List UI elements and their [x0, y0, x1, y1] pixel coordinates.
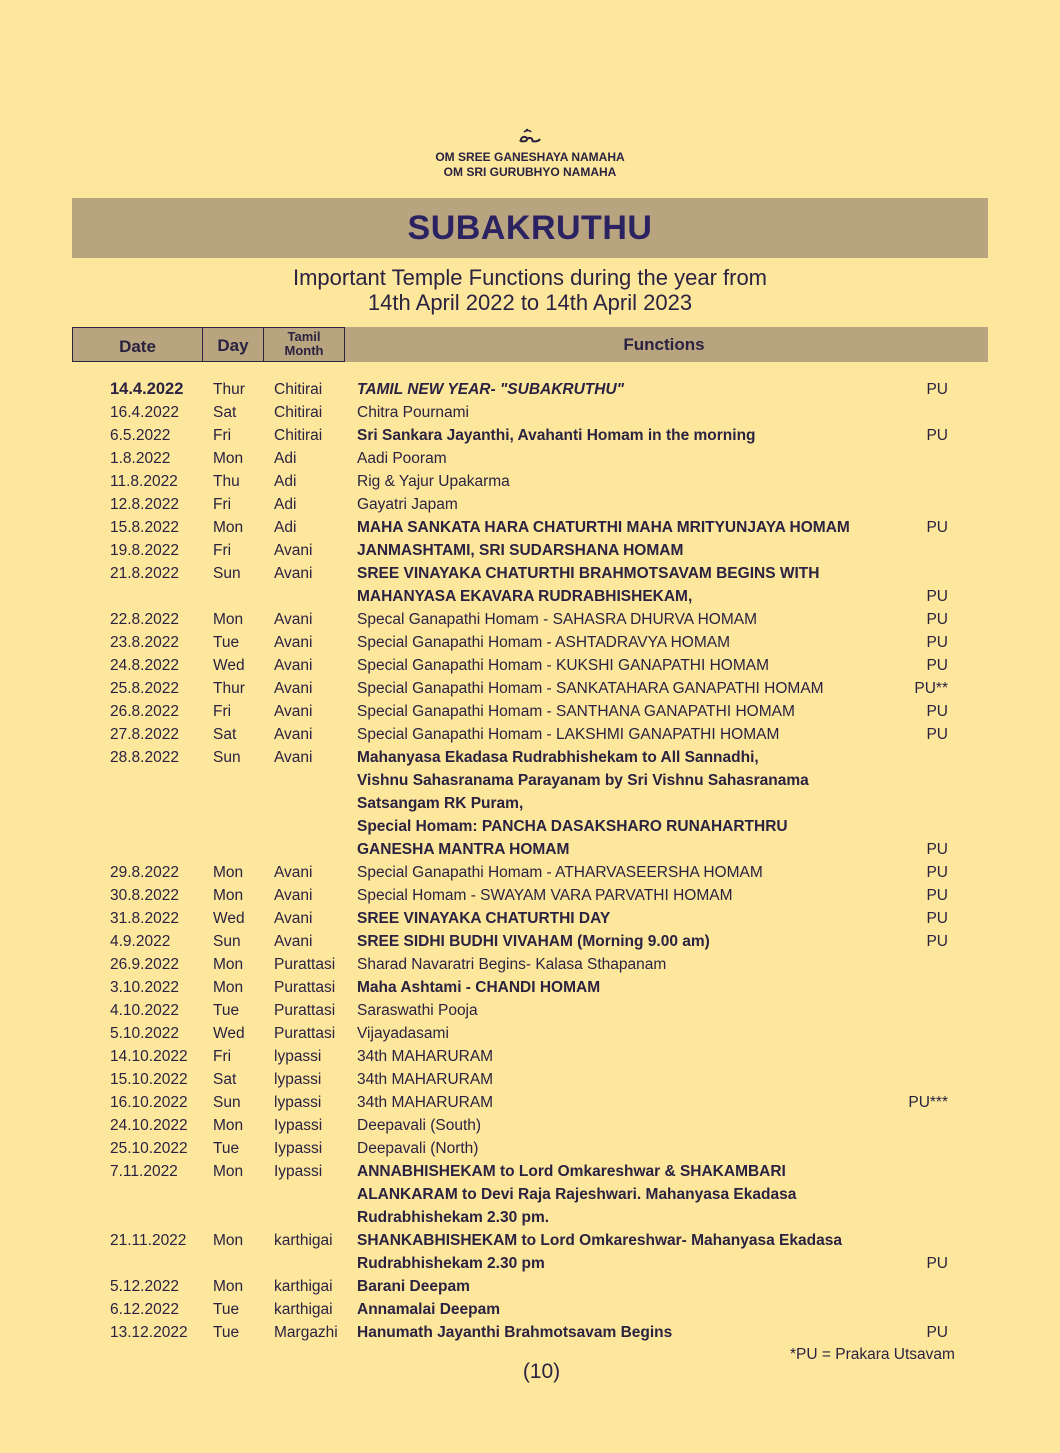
- table-row: [0, 838, 1060, 861]
- table-row: [0, 654, 1060, 677]
- table-row: [0, 631, 1060, 654]
- table-row: [0, 539, 1060, 562]
- row-pu-marker: PU: [926, 1324, 948, 1341]
- row-tamil-month: Purattasi: [274, 979, 336, 996]
- row-date: 31.8.2022: [110, 910, 179, 927]
- row-pu-marker: PU: [926, 657, 948, 674]
- row-day: Tue: [213, 1301, 240, 1318]
- row-day: Tue: [213, 1140, 240, 1157]
- row-tamil-month: Purattasi: [274, 1002, 336, 1019]
- row-pu-marker: PU: [926, 519, 948, 536]
- row-function: Annamalai Deepam: [357, 1301, 500, 1318]
- row-tamil-month: karthigai: [274, 1278, 333, 1295]
- table-row: [0, 1045, 1060, 1068]
- row-tamil-month: Avani: [274, 910, 313, 927]
- row-date: 23.8.2022: [110, 634, 179, 651]
- row-function: JANMASHTAMI, SRI SUDARSHANA HOMAM: [357, 542, 684, 559]
- row-date: 30.8.2022: [110, 887, 179, 904]
- header-tamil-month-line-2: Month: [284, 343, 324, 358]
- row-day: Mon: [213, 611, 244, 628]
- row-tamil-month: Adi: [274, 450, 297, 467]
- row-date: 12.8.2022: [110, 496, 179, 513]
- table-row: [0, 792, 1060, 815]
- page-title: SUBAKRUTHU: [407, 209, 653, 247]
- row-function: TAMIL NEW YEAR- "SUBAKRUTHU": [357, 381, 624, 398]
- row-date: 25.10.2022: [110, 1140, 188, 1157]
- row-tamil-month: Avani: [274, 749, 313, 766]
- row-function: Gayatri Japam: [357, 496, 458, 513]
- row-function: Special Ganapathi Homam - SANKATAHARA GANAPATHI HOMAM: [357, 680, 824, 697]
- table-row: [0, 1091, 1060, 1114]
- row-function: Satsangam RK Puram,: [357, 795, 524, 812]
- row-function: Special Ganapathi Homam - LAKSHMI GANAPATHI HOMAM: [357, 726, 780, 743]
- row-day: Mon: [213, 979, 244, 996]
- row-day: Fri: [213, 703, 232, 720]
- table-row: [0, 608, 1060, 631]
- row-date: 11.8.2022: [110, 473, 178, 490]
- row-tamil-month: Avani: [274, 933, 313, 950]
- row-date: 15.10.2022: [110, 1071, 188, 1088]
- table-row: [0, 999, 1060, 1022]
- table-row: [0, 585, 1060, 608]
- row-date: 16.10.2022: [110, 1094, 188, 1111]
- row-tamil-month: Iypassi: [274, 1117, 323, 1134]
- row-date: 6.5.2022: [110, 427, 171, 444]
- row-function: Aadi Pooram: [357, 450, 447, 467]
- row-function: Maha Ashtami - CHANDI HOMAM: [357, 979, 601, 996]
- row-tamil-month: Avani: [274, 887, 313, 904]
- table-row: [0, 470, 1060, 493]
- table-row: [0, 378, 1060, 401]
- row-day: Wed: [213, 1025, 245, 1042]
- row-pu-marker: PU: [926, 887, 948, 904]
- table-row: [0, 1229, 1060, 1252]
- row-tamil-month: karthigai: [274, 1232, 333, 1249]
- row-date: 21.11.2022: [110, 1232, 187, 1249]
- row-function: GANESHA MANTRA HOMAM: [357, 841, 570, 858]
- row-day: Tue: [213, 1324, 240, 1341]
- row-day: Sat: [213, 404, 237, 421]
- row-date: 19.8.2022: [110, 542, 179, 559]
- row-day: Sun: [213, 933, 241, 950]
- row-function: Sri Sankara Jayanthi, Avahanti Homam in the morning: [357, 427, 756, 444]
- row-tamil-month: Avani: [274, 542, 313, 559]
- table-row: [0, 1321, 1060, 1344]
- table-row: [0, 746, 1060, 769]
- header-day: Day: [202, 327, 264, 362]
- row-date: 22.8.2022: [110, 611, 179, 628]
- table-row: [0, 401, 1060, 424]
- table-row: [0, 447, 1060, 470]
- table-row: [0, 1022, 1060, 1045]
- row-function: 34th MAHARURAM: [357, 1094, 494, 1111]
- row-tamil-month: lypassi: [274, 1094, 322, 1111]
- row-date: 16.4.2022: [110, 404, 179, 421]
- table-row: [0, 769, 1060, 792]
- row-pu-marker: PU: [926, 841, 948, 858]
- row-function: SHANKABHISHEKAM to Lord Omkareshwar- Mahanyasa Ekadasa: [357, 1232, 842, 1249]
- row-function: Special Homam: PANCHA DASAKSHARO RUNAHARTHRU: [357, 818, 788, 835]
- table-row: [0, 1068, 1060, 1091]
- header-functions: Functions: [623, 335, 705, 354]
- row-function: Chitra Pournami: [357, 404, 469, 421]
- table-row: [0, 516, 1060, 539]
- row-day: Fri: [213, 542, 232, 559]
- row-tamil-month: Avani: [274, 657, 313, 674]
- row-function: Special Ganapathi Homam - ASHTADRAVYA HOMAM: [357, 634, 730, 651]
- row-tamil-month: Margazhi: [274, 1324, 338, 1341]
- row-pu-marker: PU**: [914, 680, 948, 697]
- row-function: SREE VINAYAKA CHATURTHI BRAHMOTSAVAM BEGINS WITH: [357, 565, 820, 582]
- row-day: Sat: [213, 1071, 237, 1088]
- row-date: 6.12.2022: [110, 1301, 179, 1318]
- subtitle: [0, 265, 1060, 315]
- row-function: 34th MAHARURAM: [357, 1071, 494, 1088]
- row-date: 3.10.2022: [110, 979, 179, 996]
- row-function: SREE SIDHI BUDHI VIVAHAM (Morning 9.00 am): [357, 933, 710, 950]
- row-pu-marker: PU***: [908, 1094, 948, 1111]
- subtitle-line-1: Important Temple Functions during the year from: [292, 265, 768, 290]
- table-row: [0, 953, 1060, 976]
- row-function: MAHANYASA EKAVARA RUDRABHISHEKAM,: [357, 588, 693, 605]
- table-row: [0, 861, 1060, 884]
- table-row: [0, 1206, 1060, 1229]
- row-tamil-month: Avani: [274, 680, 313, 697]
- invocation: [0, 150, 1060, 180]
- table-row: [0, 884, 1060, 907]
- row-tamil-month: Purattasi: [274, 1025, 336, 1042]
- row-function: Specal Ganapathi Homam - SAHASRA DHURVA HOMAM: [357, 611, 757, 628]
- table-row: [0, 1160, 1060, 1183]
- row-date: 27.8.2022: [110, 726, 179, 743]
- table-row: [0, 493, 1060, 516]
- table-row: [0, 1137, 1060, 1160]
- row-pu-marker: PU: [926, 910, 948, 927]
- row-tamil-month: Avani: [274, 611, 313, 628]
- table-row: [0, 1252, 1060, 1275]
- row-date: 4.10.2022: [110, 1002, 179, 1019]
- header-tamil-month: [263, 327, 345, 362]
- table-row: [0, 723, 1060, 746]
- row-day: Fri: [213, 427, 232, 444]
- table-row: [0, 907, 1060, 930]
- row-date: 28.8.2022: [110, 749, 179, 766]
- row-day: Mon: [213, 1117, 244, 1134]
- table-row: [0, 976, 1060, 999]
- row-pu-marker: PU: [926, 611, 948, 628]
- row-tamil-month: karthigai: [274, 1301, 333, 1318]
- table-row: [0, 1298, 1060, 1321]
- row-function: ALANKARAM to Devi Raja Rajeshwari. Mahanyasa Ekadasa: [357, 1186, 797, 1203]
- row-day: Mon: [213, 519, 244, 536]
- row-day: Wed: [213, 657, 245, 674]
- row-tamil-month: lypassi: [274, 1048, 322, 1065]
- row-day: Thur: [213, 680, 245, 697]
- row-date: 1.8.2022: [110, 450, 171, 467]
- row-function: Deepavali (South): [357, 1117, 482, 1134]
- row-date: 25.8.2022: [110, 680, 179, 697]
- row-day: Mon: [213, 1163, 244, 1180]
- row-date: 5.12.2022: [110, 1278, 179, 1295]
- row-function: Special Ganapathi Homam - SANTHANA GANAPATHI HOMAM: [357, 703, 795, 720]
- om-symbol-icon: [0, 128, 1060, 149]
- footnote: *PU = Prakara Utsavam: [790, 1346, 955, 1363]
- row-date: 24.10.2022: [110, 1117, 188, 1134]
- row-date: 14.4.2022: [110, 380, 184, 398]
- row-pu-marker: PU: [926, 933, 948, 950]
- row-pu-marker: PU: [926, 726, 948, 743]
- row-function: Hanumath Jayanthi Brahmotsavam Begins: [357, 1324, 673, 1341]
- row-day: Fri: [213, 1048, 232, 1065]
- row-day: Mon: [213, 450, 244, 467]
- row-tamil-month: Chitirai: [274, 404, 323, 421]
- row-day: Thur: [213, 381, 245, 398]
- row-pu-marker: PU: [926, 703, 948, 720]
- table-row: [0, 1183, 1060, 1206]
- row-function: Vijayadasami: [357, 1025, 449, 1042]
- row-day: Sat: [213, 726, 237, 743]
- row-day: Wed: [213, 910, 245, 927]
- row-day: Mon: [213, 956, 244, 973]
- invocation-line-2: OM SRI GURUBHYO NAMAHA: [443, 165, 617, 179]
- row-pu-marker: PU: [926, 427, 948, 444]
- row-function: Special Homam - SWAYAM VARA PARVATHI HOMAM: [357, 887, 733, 904]
- row-function: Special Ganapathi Homam - ATHARVASEERSHA HOMAM: [357, 864, 763, 881]
- row-tamil-month: Purattasi: [274, 956, 336, 973]
- row-tamil-month: Avani: [274, 726, 313, 743]
- title-banner: [72, 198, 988, 258]
- row-date: 4.9.2022: [110, 933, 171, 950]
- row-day: Mon: [213, 1232, 244, 1249]
- table-row: [0, 1114, 1060, 1137]
- header-tamil-month-line-1: Tamil: [287, 329, 321, 344]
- invocation-line-1: OM SREE GANESHAYA NAMAHA: [435, 150, 625, 164]
- row-function: Special Ganapathi Homam - KUKSHI GANAPATHI HOMAM: [357, 657, 770, 674]
- row-day: Mon: [213, 1278, 244, 1295]
- row-day: Fri: [213, 496, 232, 513]
- subtitle-line-2: 14th April 2022 to 14th April 2023: [367, 290, 693, 315]
- row-tamil-month: Avani: [274, 703, 313, 720]
- row-function: MAHA SANKATA HARA CHATURTHI MAHA MRITYUNJAYA HOMAM: [357, 519, 850, 536]
- row-function: Saraswathi Pooja: [357, 1002, 478, 1019]
- row-date: 21.8.2022: [110, 565, 179, 582]
- row-tamil-month: Chitirai: [274, 381, 323, 398]
- row-function: Mahanyasa Ekadasa Rudrabhishekam to All Sannadhi,: [357, 749, 759, 766]
- header-date: Date: [72, 327, 203, 362]
- row-tamil-month: Adi: [274, 473, 297, 490]
- table-row: [0, 424, 1060, 447]
- row-date: 5.10.2022: [110, 1025, 179, 1042]
- row-function: Sharad Navaratri Begins- Kalasa Sthapanam: [357, 956, 667, 973]
- row-tamil-month: Iypassi: [274, 1163, 323, 1180]
- row-day: Tue: [213, 634, 240, 651]
- row-tamil-month: lypassi: [274, 1071, 322, 1088]
- row-day: Thu: [213, 473, 240, 490]
- row-date: 29.8.2022: [110, 864, 179, 881]
- row-date: 13.12.2022: [110, 1324, 188, 1341]
- row-function: Rudrabhishekam 2.30 pm.: [357, 1209, 550, 1226]
- table-row: [0, 1275, 1060, 1298]
- page-number: (10): [522, 1360, 561, 1383]
- row-pu-marker: PU: [926, 1255, 948, 1272]
- row-day: Sun: [213, 565, 241, 582]
- row-pu-marker: PU: [926, 381, 948, 398]
- row-tamil-month: Avani: [274, 634, 313, 651]
- row-day: Sun: [213, 1094, 241, 1111]
- row-tamil-month: Avani: [274, 565, 313, 582]
- om-symbol-icon: [517, 128, 543, 144]
- row-function: 34th MAHARURAM: [357, 1048, 494, 1065]
- row-tamil-month: Adi: [274, 496, 297, 513]
- row-function: SREE VINAYAKA CHATURTHI DAY: [357, 910, 611, 927]
- table-row: [0, 677, 1060, 700]
- table-row: [0, 700, 1060, 723]
- row-day: Sun: [213, 749, 241, 766]
- row-function: Barani Deepam: [357, 1278, 470, 1295]
- row-tamil-month: Avani: [274, 864, 313, 881]
- row-pu-marker: PU: [926, 864, 948, 881]
- row-date: 7.11.2022: [110, 1163, 178, 1180]
- row-pu-marker: PU: [926, 634, 948, 651]
- row-date: 15.8.2022: [110, 519, 179, 536]
- row-day: Mon: [213, 864, 244, 881]
- row-function: Deepavali (North): [357, 1140, 479, 1157]
- row-function: ANNABHISHEKAM to Lord Omkareshwar & SHAKAMBARI: [357, 1163, 786, 1180]
- row-function: Rig & Yajur Upakarma: [357, 473, 510, 490]
- table-row: [0, 815, 1060, 838]
- row-date: 26.9.2022: [110, 956, 179, 973]
- functions-table-body: [0, 378, 1060, 1344]
- row-date: 24.8.2022: [110, 657, 179, 674]
- row-tamil-month: Iypassi: [274, 1140, 323, 1157]
- row-tamil-month: Adi: [274, 519, 297, 536]
- row-tamil-month: Chitirai: [274, 427, 323, 444]
- row-pu-marker: PU: [926, 588, 948, 605]
- row-date: 26.8.2022: [110, 703, 179, 720]
- row-function: Vishnu Sahasranama Parayanam by Sri Vishnu Sahasranama: [357, 772, 809, 789]
- row-day: Mon: [213, 887, 244, 904]
- table-row: [0, 930, 1060, 953]
- table-row: [0, 562, 1060, 585]
- row-function: Rudrabhishekam 2.30 pm: [357, 1255, 545, 1272]
- row-day: Tue: [213, 1002, 240, 1019]
- row-date: 14.10.2022: [110, 1048, 188, 1065]
